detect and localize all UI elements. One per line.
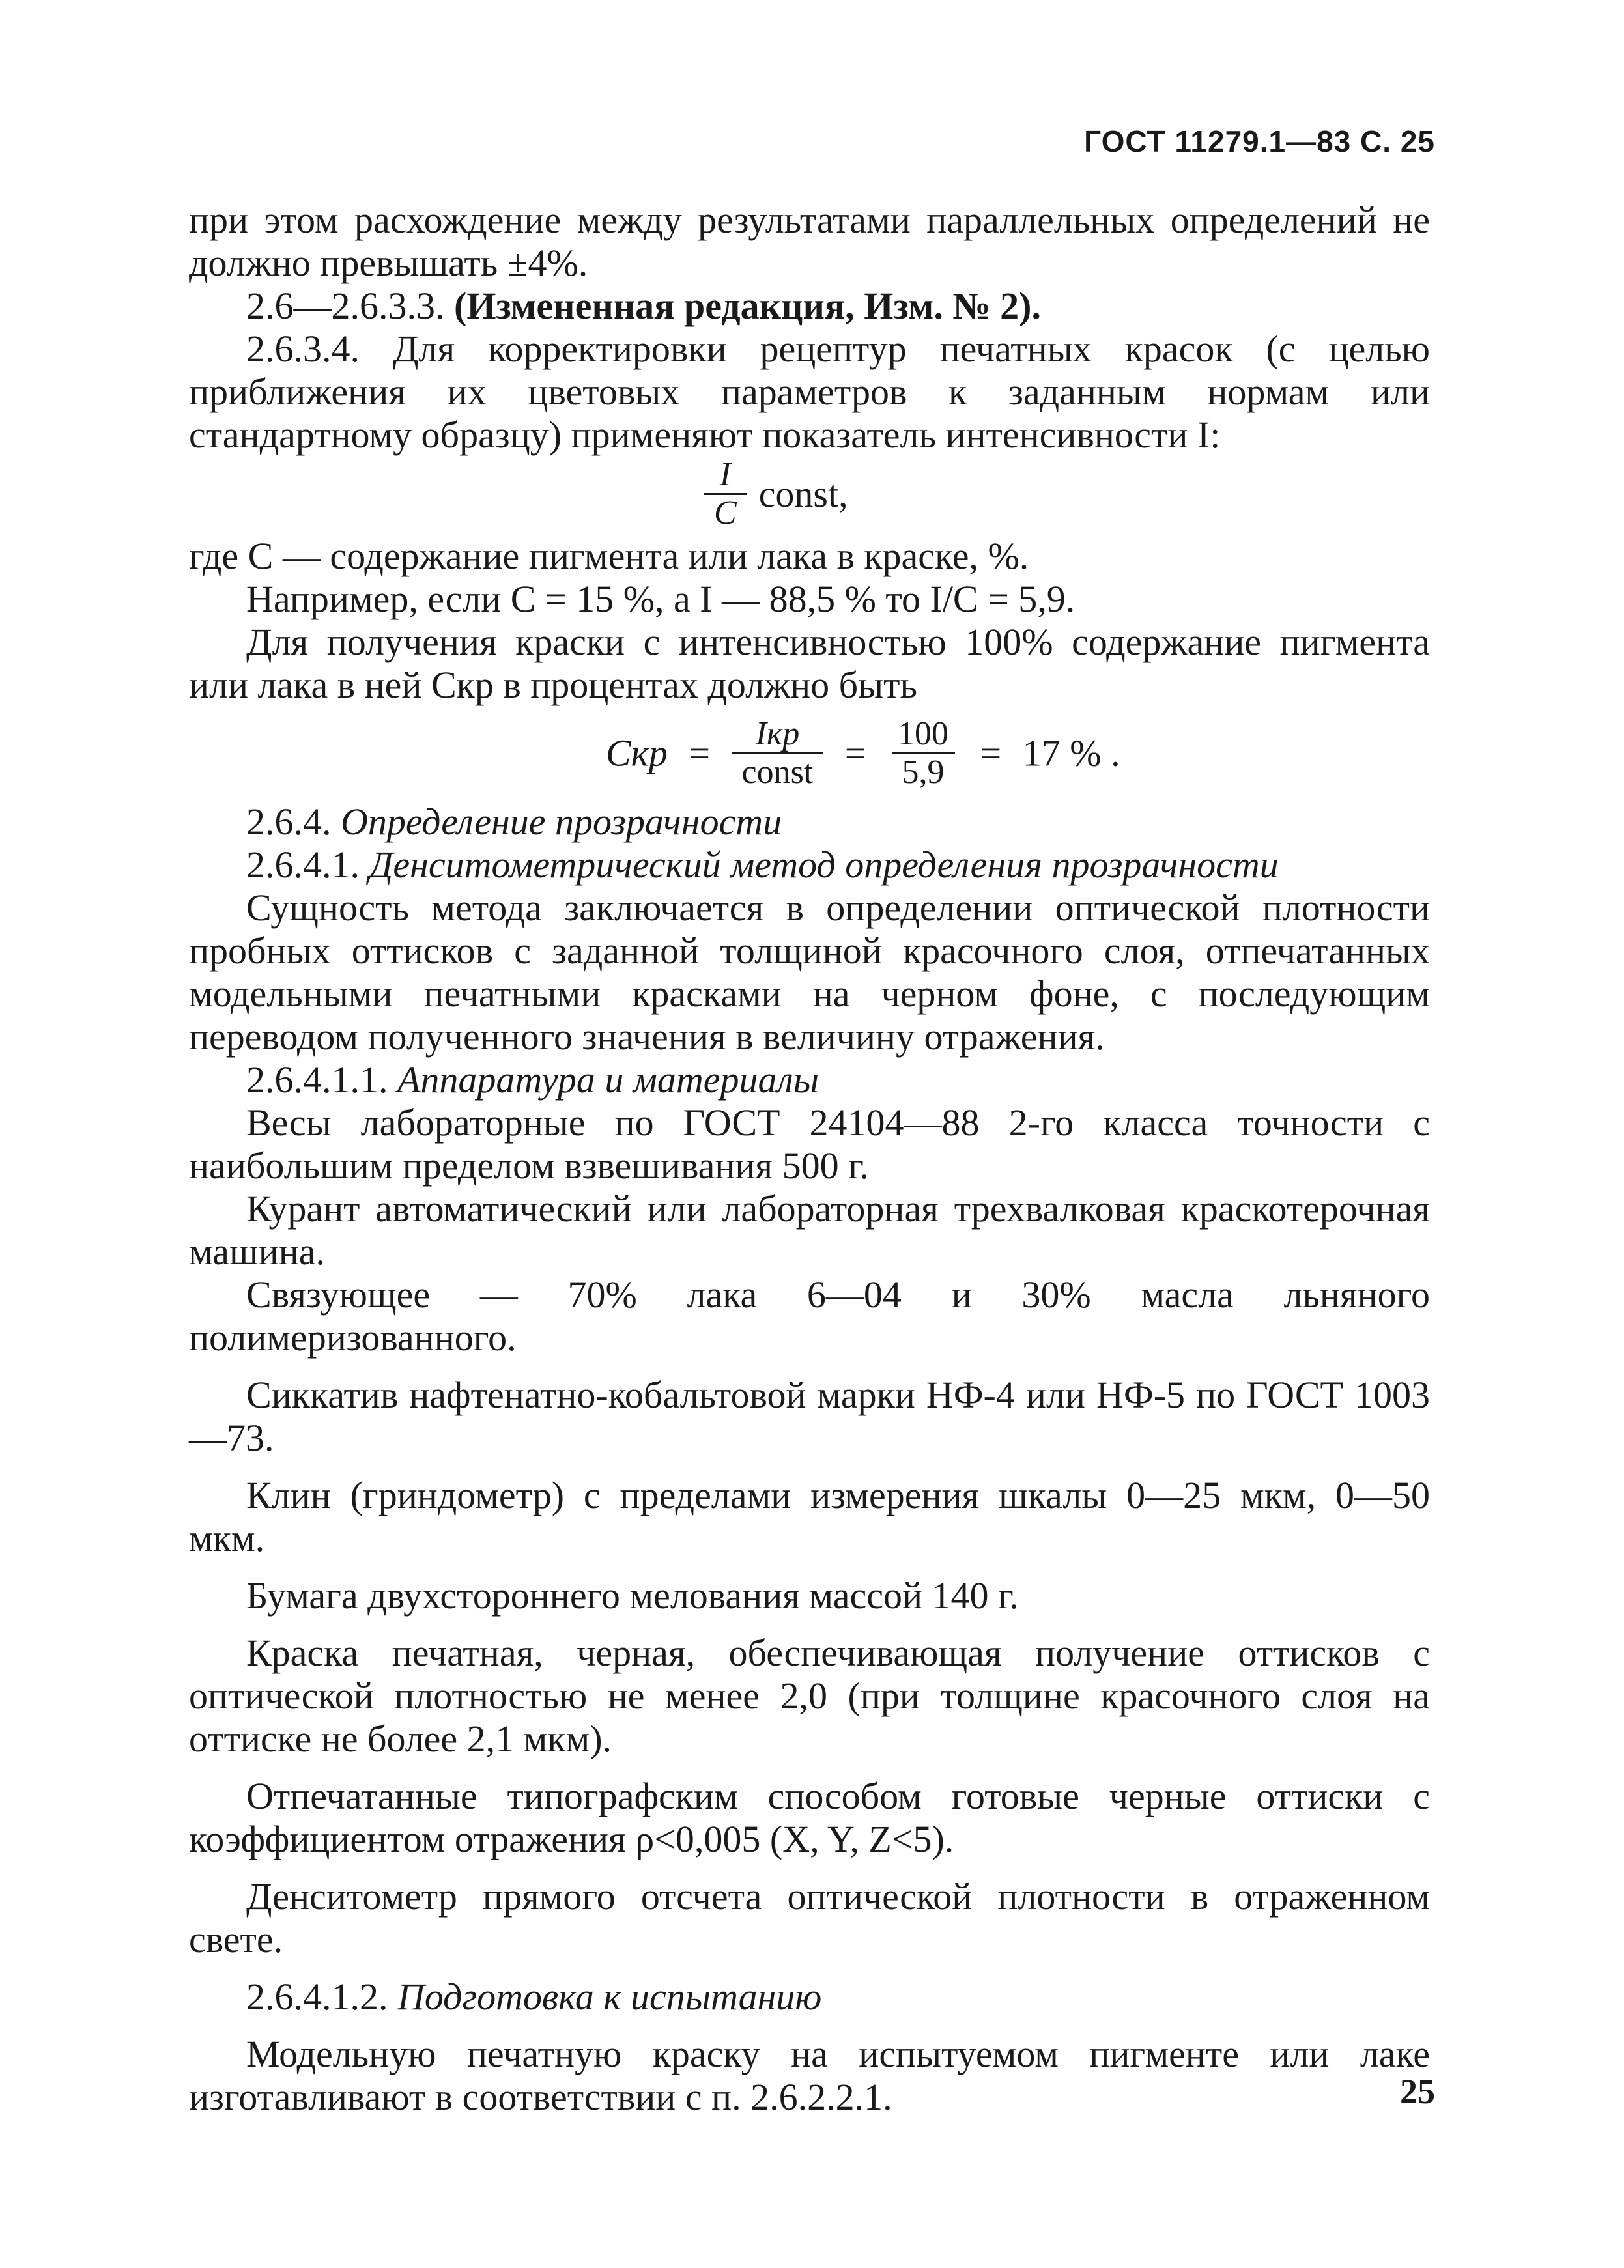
formula-intensity (189, 457, 1430, 535)
page-number: 25 (1400, 2072, 1435, 2111)
denominator: C (704, 493, 747, 532)
paragraph: Модельную печатную краску на испытуемом пигменте или лаке изготавливают в соответствии с п. 2.6.2.2.1. (189, 2033, 1430, 2118)
formula-tail: const, (758, 472, 848, 515)
paragraph: Сиккатив нафтенатно-кобальтовой марки НФ-4 или НФ-5 по ГОСТ 1003—73. (189, 1374, 1430, 1459)
equals-sign: = (844, 731, 866, 774)
equals-sign: = (689, 731, 711, 774)
paragraph: Например, если C = 15 %, а I — 88,5 % то I/C = 5,9. (246, 578, 1076, 620)
amendment-note (189, 285, 1430, 328)
section-heading (189, 1058, 1430, 1101)
running-header: ГОСТ 11279.1—83 С. 25 (1084, 124, 1435, 158)
paragraph: Бумага двухстороннего мелования массой 140 г. (246, 1574, 1019, 1617)
clause-number: 2.6—2.6.3.3. (246, 285, 454, 327)
paragraph: Весы лабораторные по ГОСТ 24104—88 2-го класса точности с наибольшим пределом взвешивания 500 г. (189, 1101, 1430, 1187)
clause-number: 2.6.4.1. (246, 843, 369, 886)
paragraph: Отпечатанные типографским способом готовые черные оттиски с коэффициентом отражения ρ<0,005 (X, Y, Z<5). (189, 1775, 1430, 1860)
numerator: 100 (898, 715, 949, 752)
clause-number: 2.6.4. (246, 801, 341, 843)
paragraph: при этом расхождение между результатами параллельных определений не должно превышать ±4%. (189, 199, 1430, 284)
paragraph: Денситометр прямого отсчета оптической плотности в отраженном свете. (189, 1875, 1430, 1961)
fraction (887, 716, 959, 791)
heading-text: Аппаратура и материалы (397, 1058, 819, 1101)
clause-number: 2.6.4.1.2. (246, 1976, 397, 2018)
numerator: Iкр (755, 715, 800, 752)
section-heading (189, 843, 1430, 886)
paragraph: 2.6.3.4. Для корректировки рецептур печатных красок (с целью приближения их цветовых параметров к заданным нормам или стандартному образцу) применяют показатель интенсивности I: (189, 328, 1430, 456)
formula-lhs: Cкр (606, 731, 668, 774)
amendment-text: (Измененная редакция, Изм. № 2). (454, 285, 1041, 327)
formula-concentration (189, 716, 1430, 801)
paragraph: Клин (гриндометр) с пределами измерения шкалы 0—25 мкм, 0—50 мкм. (189, 1474, 1430, 1559)
denominator: 5,9 (892, 752, 955, 791)
paragraph: Для получения краски с интенсивностью 100% содержание пигмента или лака в ней Cкр в процентах должно быть (189, 621, 1430, 706)
paragraph: Курант автоматический или лабораторная трехвалковая краскотерочная машина. (189, 1187, 1430, 1273)
fraction (732, 716, 824, 791)
numerator: I (719, 456, 731, 493)
equals-sign: = (980, 731, 1002, 774)
heading-text: Подготовка к испытанию (397, 1976, 822, 2018)
paragraph: Связующее — 70% лака 6—04 и 30% масла льняного полимеризованного. (189, 1273, 1430, 1359)
clause-number: 2.6.4.1.1. (246, 1058, 397, 1101)
denominator: const (732, 752, 824, 791)
heading-text: Денситометрический метод определения прозрачности (369, 843, 1279, 886)
formula-result: 17 % . (1022, 731, 1120, 774)
section-heading (189, 801, 1430, 843)
body-text (189, 199, 1430, 2119)
section-heading (189, 1976, 1430, 2019)
paragraph: где C — содержание пигмента или лака в краске, %. (189, 535, 1029, 577)
paragraph: Сущность метода заключается в определении оптической плотности пробных оттисков с заданной толщиной красочного слоя, отпечатанных модельными печатными красками на черном фоне, с последующим переводом полученного значения в величину отражения. (189, 886, 1430, 1058)
heading-text: Определение прозрачности (341, 801, 782, 843)
paragraph: Краска печатная, черная, обеспечивающая получение оттисков с оптической плотностью не менее 2,0 (при толщине красочного слоя на оттиске не более 2,1 мкм). (189, 1632, 1430, 1760)
fraction (704, 457, 747, 532)
